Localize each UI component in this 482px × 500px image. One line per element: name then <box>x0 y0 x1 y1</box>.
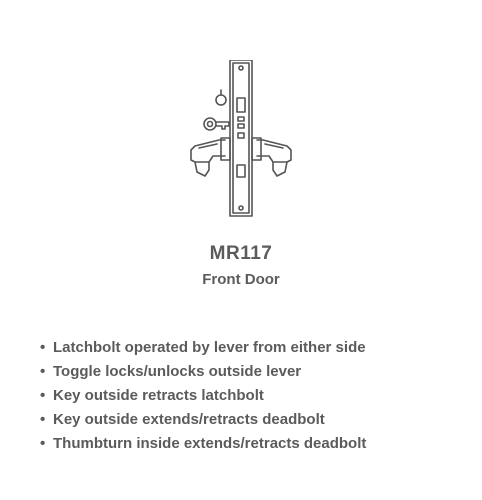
feature-text: Key outside retracts latchbolt <box>53 387 264 404</box>
bullet-icon: • <box>40 339 46 356</box>
feature-item <box>40 408 366 432</box>
feature-text: Thumbturn inside extends/retracts deadbolt <box>53 435 367 452</box>
function-name: Front Door <box>202 271 280 288</box>
bullet-icon: • <box>40 363 46 380</box>
bullet-icon: • <box>40 387 46 404</box>
bullet-icon: • <box>40 435 46 452</box>
feature-text: Latchbolt operated by lever from either side <box>53 339 366 356</box>
mortise-lock-icon <box>185 60 305 218</box>
feature-item <box>40 360 366 384</box>
feature-item <box>40 336 366 360</box>
feature-list <box>40 336 366 456</box>
feature-item <box>40 432 366 456</box>
feature-item <box>40 384 366 408</box>
model-number: MR117 <box>209 243 273 264</box>
mortise-lock-illustration <box>185 60 305 218</box>
feature-text: Toggle locks/unlocks outside lever <box>53 363 302 380</box>
feature-text: Key outside extends/retracts deadbolt <box>53 411 325 428</box>
bullet-icon: • <box>40 411 46 428</box>
